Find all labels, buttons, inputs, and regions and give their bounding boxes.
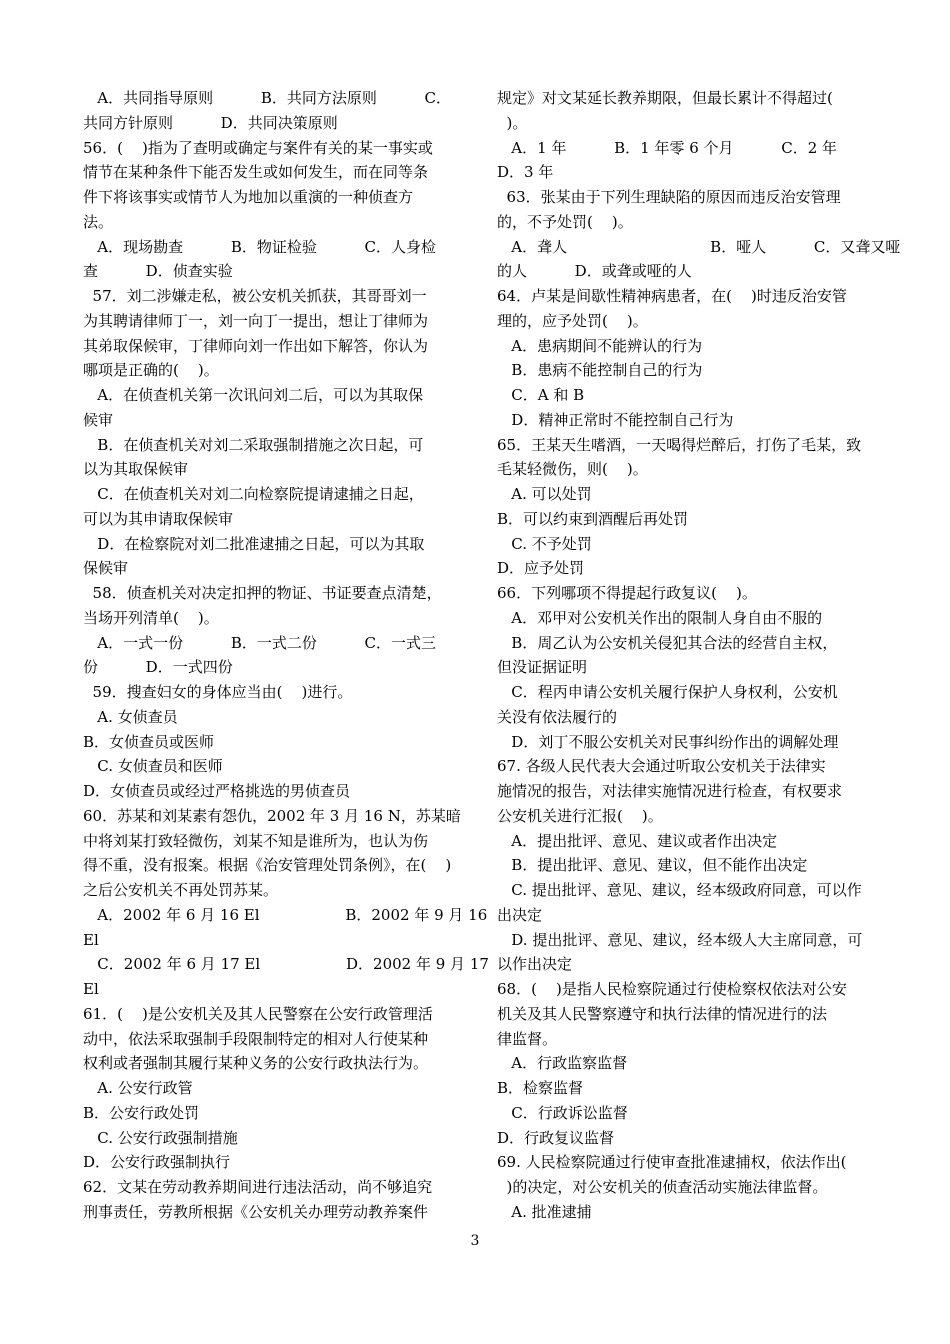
right-column-line: C．行政诉讼监督 — [497, 1103, 628, 1122]
left-column-line: 58．侦查机关对决定扣押的物证、书证要查点清楚， — [83, 584, 442, 602]
left-column-line: B．女侦查员或医师 — [83, 732, 215, 751]
left-column-line: 56．( )指为了查明或确定与案件有关的某一事实或 — [83, 138, 433, 157]
left-column-line: A．现场勘查 B．物证检验 C．人身检 — [83, 237, 436, 256]
right-column-line: 63．张某由于下列生理缺陷的原因而违反治安管理 — [497, 188, 841, 206]
left-column-line: 情节在某种条件下能否发生或如何发生，而在同等条 — [83, 163, 429, 182]
left-column-line: A．2002 年 6 月 16 El B．2002 年 9 月 16 — [83, 905, 488, 924]
right-column-line: A. 批准逮捕 — [497, 1202, 592, 1221]
right-column-line: 66．下列哪项不得提起行政复议( )。 — [497, 584, 757, 602]
right-column-line: C．程丙申请公安机关履行保护人身权利，公安机 — [497, 683, 838, 701]
left-column-line: 59．搜查妇女的身体应当由( )进行。 — [83, 683, 353, 701]
right-column-line: 律监督。 — [497, 1029, 558, 1048]
left-column-line: 57．刘二涉嫌走私，被公安机关抓获，其哥哥刘一 — [83, 287, 427, 305]
left-column-line: 60．苏某和刘某素有怨仇，2002 年 3 月 16 N，苏某暗 — [83, 806, 461, 825]
left-column-line: A. 女侦查员 — [83, 707, 178, 726]
right-column-line: 公安机关进行汇报( )。 — [497, 806, 663, 825]
right-column-line: 出决定 — [497, 905, 543, 924]
left-column-line: 以为其取保候审 — [83, 460, 189, 479]
left-column-line: C．在侦查机关对刘二向检察院提请逮捕之日起， — [83, 485, 424, 503]
left-column-line: 为其聘请律师丁一，刘一向丁一提出，想让丁律师为 — [83, 311, 429, 330]
right-column-line: 关没有依法履行的 — [497, 707, 618, 726]
right-column-line: 的人 D．或聋或哑的人 — [497, 262, 692, 281]
left-column-line: D．女侦查员或经过严格挑选的男侦查员 — [83, 782, 351, 800]
left-column-line: C．2002 年 6 月 17 El D．2002 年 9 月 17 — [83, 955, 489, 974]
left-column-line: 份 D．一式四份 — [83, 658, 233, 677]
right-column-line: 的，不予处罚( )。 — [497, 212, 633, 231]
right-column-line: 67. 各级人民代表大会通过听取公安机关于法律实 — [497, 757, 826, 776]
right-column-line: A. 可以处罚 — [497, 485, 592, 503]
left-column-line: 得不重，没有报案。根据《治安管理处罚条例》，在( ) — [83, 856, 452, 875]
right-column-line: )的决定，对公安机关的侦查活动实施法律监督。 — [497, 1178, 828, 1196]
left-column-line: 保候审 — [83, 559, 129, 578]
left-column-line: 中将刘某打致轻微伤，刘某不知是谁所为，也认为伤 — [83, 831, 429, 850]
left-column-line: 动中，依法采取强制手段限制特定的相对人行使某种 — [83, 1029, 429, 1048]
right-column-line: D. 提出批评、意见、建议，经本级人大主席同意，可 — [497, 930, 863, 949]
right-column-line: A．患病期间不能辨认的行为 — [497, 336, 703, 355]
left-column-line: 可以为其申请取保候审 — [83, 509, 234, 528]
right-column-line: C. 不予处罚 — [497, 534, 592, 553]
right-column-line: B．周乙认为公安机关侵犯其合法的经营自主权， — [497, 633, 838, 652]
left-column-line: 当场开列清单( )。 — [83, 608, 219, 627]
left-column-line: A．共同指导原则 B．共同方法原则 C． — [83, 89, 451, 107]
right-column-line: 但没证据证明 — [497, 658, 588, 677]
left-column-line: C. 公安行政强制措施 — [83, 1128, 238, 1147]
left-column-line: 件下将该事实或情节人为地加以重演的一种侦查方 — [83, 188, 414, 206]
left-column-line: 权利或者强制其履行某种义务的公安行政执法行为。 — [83, 1054, 429, 1073]
right-column-line: B．提出批评、意见、建议，但不能作出决定 — [497, 856, 808, 875]
left-column-line: 61．( )是公安机关及其人民警察在公安行政管理活 — [83, 1004, 433, 1023]
left-column-line: B．公安行政处罚 — [83, 1103, 200, 1122]
right-column-line: B．检察监督 — [497, 1079, 584, 1097]
left-column-line: A. 公安行政管 — [83, 1079, 193, 1097]
right-column-line: C. 提出批评、意见、建议，经本级政府同意，可以作 — [497, 881, 862, 899]
right-column-line: D．应予处罚 — [497, 559, 585, 578]
right-column-line: A．聋人 B．哑人 C．又聋又哑 — [497, 237, 901, 256]
left-column-line: El — [83, 930, 99, 949]
right-column — [497, 86, 901, 1225]
left-column-line: A．一式一份 B．一式二份 C．一式三 — [83, 633, 436, 652]
left-column-line: B．在侦查机关对刘二采取强制措施之次日起，可 — [83, 435, 424, 454]
right-column-line: C．A 和 B — [497, 386, 585, 404]
right-column-line: 机关及其人民警察遵守和执行法律的情况进行的法 — [497, 1004, 828, 1023]
right-column-line: B．可以约束到酒醒后再处罚 — [497, 509, 689, 528]
left-column-line: 查 D．侦查实验 — [83, 262, 233, 281]
right-column-line: D．精神正常时不能控制自己行为 — [497, 410, 734, 429]
right-column-line: D．3 年 — [497, 163, 554, 182]
left-column-line: 哪项是正确的( )。 — [83, 361, 219, 380]
left-column-line: D．公安行政强制执行 — [83, 1153, 231, 1172]
right-column-line: D．行政复议监督 — [497, 1128, 615, 1147]
right-column-line: 理的，应予处罚( )。 — [497, 311, 648, 330]
left-column-line: 共同方针原则 D．共同决策原则 — [83, 113, 338, 132]
right-column-line: )。 — [497, 113, 528, 132]
left-column-line: D．在检察院对刘二批准逮捕之日起，可以为其取 — [83, 534, 425, 553]
left-column-line: 其弟取保候审，丁律师向刘一作出如下解答，你认为 — [83, 336, 429, 355]
left-column — [83, 86, 489, 1225]
left-column-line: 62．文某在劳动教养期间进行违法活动，尚不够追究 — [83, 1178, 433, 1196]
right-column-line: 规定》对文某延长教养期限，但最长累计不得超过( — [497, 89, 833, 107]
left-column-line: 刑事责任，劳教所根据《公安机关办理劳动教养案件 — [83, 1202, 429, 1221]
right-column-line: A．邓甲对公安机关作出的限制人身自由不服的 — [497, 608, 823, 627]
right-column-line: A．1 年 B．1 年零 6 个月 C．2 年 — [497, 138, 838, 157]
right-column-line: D．刘丁不服公安机关对民事纠纷作出的调解处理 — [497, 732, 839, 751]
right-column-line: 68．( )是指人民检察院通过行使检察权依法对公安 — [497, 980, 847, 998]
left-column-line: 之后公安机关不再处罚苏某。 — [83, 881, 279, 899]
right-column-line: 69. 人民检察院通过行使审查批准逮捕权，依法作出( — [497, 1153, 847, 1172]
right-column-line: 以作出决定 — [497, 955, 573, 974]
left-column-line: El — [83, 980, 99, 998]
right-column-line: 施情况的报告，对法律实施情况进行检查，有权要求 — [497, 782, 843, 800]
left-column-line: 候审 — [83, 410, 114, 429]
right-column-line: A．提出批评、意见、建议或者作出决定 — [497, 831, 778, 850]
left-column-line: A．在侦查机关第一次讯问刘二后，可以为其取保 — [83, 386, 424, 404]
right-column-line: 65．王某天生嗜酒，一天喝得烂醉后，打伤了毛某，致 — [497, 435, 862, 454]
right-column-line: A．行政监察监督 — [497, 1054, 628, 1073]
page-number: 3 — [470, 1233, 480, 1249]
right-column-line: 64．卢某是间歇性精神病患者，在( )时违反治安管 — [497, 287, 847, 305]
left-column-line: 法。 — [83, 212, 114, 231]
left-column-line: C. 女侦查员和医师 — [83, 757, 223, 776]
right-column-line: B．患病不能控制自己的行为 — [497, 361, 703, 380]
right-column-line: 毛某轻微伤，则( )。 — [497, 460, 648, 479]
